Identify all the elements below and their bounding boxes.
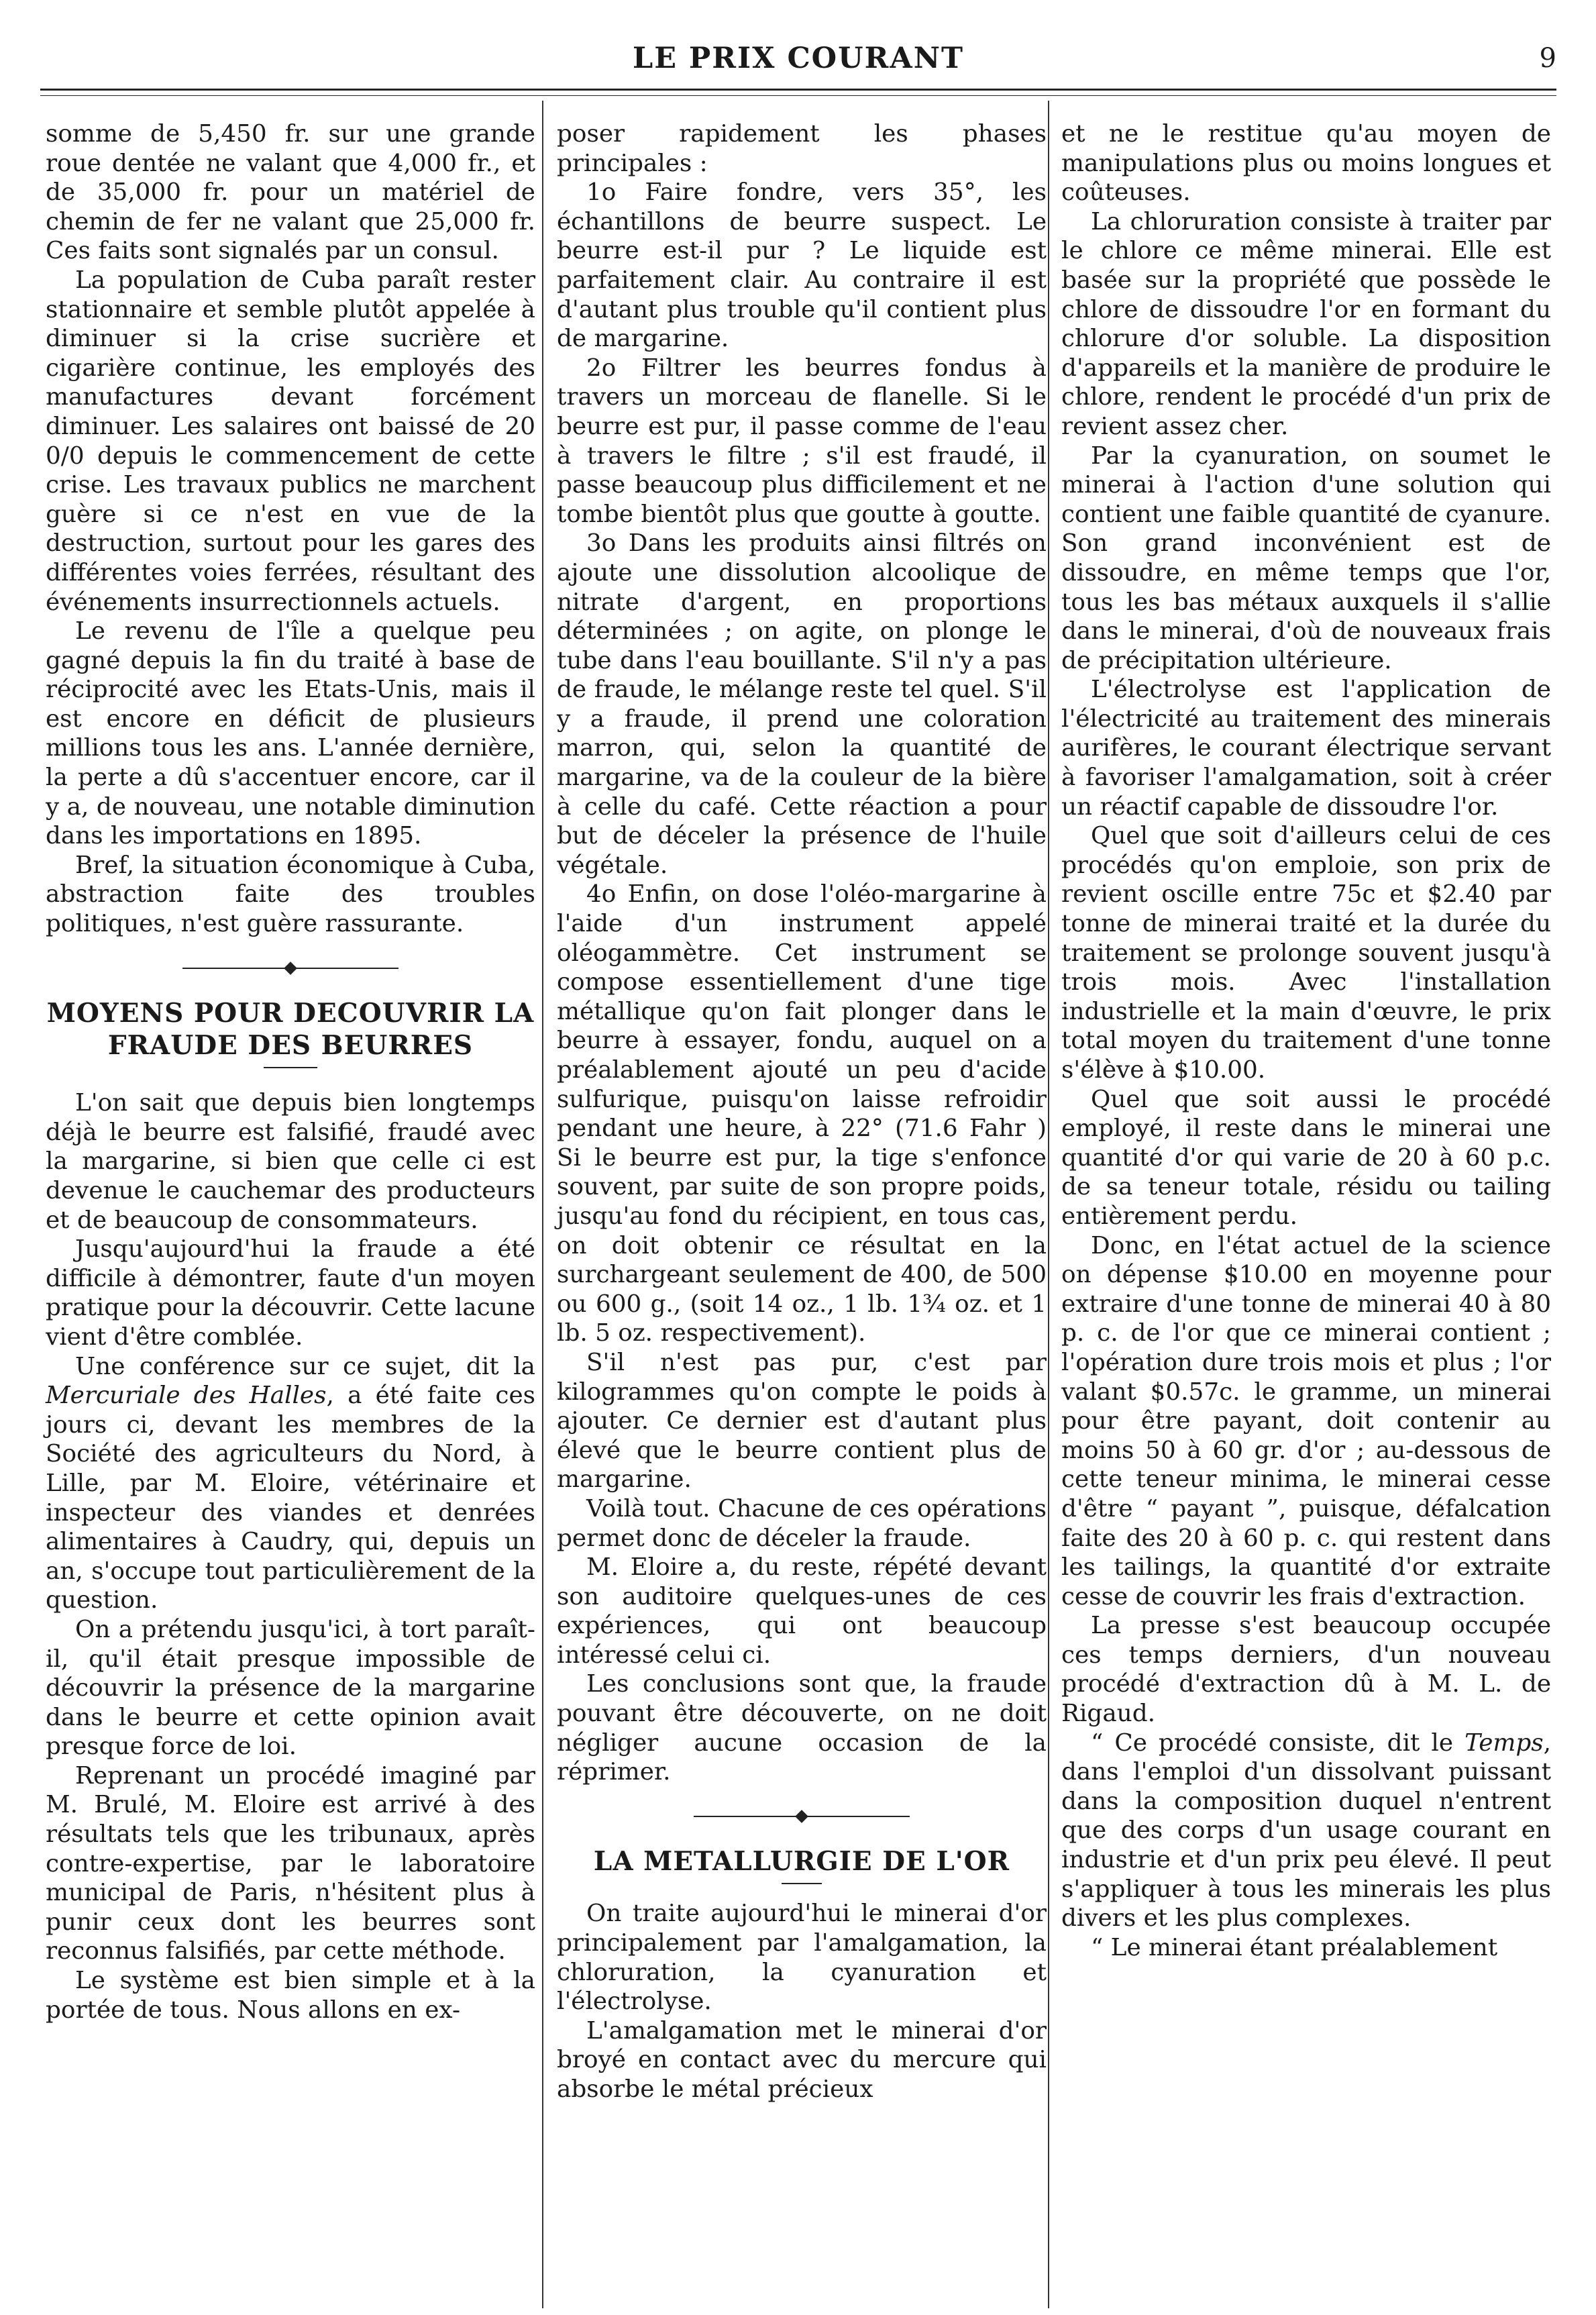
paragraph: L'amalgamation met le minerai d'or broyé en contact avec du mercure qui absorbe le métal précieux [557, 2016, 1047, 2103]
page-header [40, 38, 1556, 85]
column-divider [542, 101, 543, 2308]
column-2 [557, 119, 1047, 2104]
publication-name: Mercuriale des Halles [46, 1382, 327, 1410]
column-divider [1048, 101, 1049, 2308]
article-heading: LA METALLURGIE DE L'OR [593, 1846, 1010, 1877]
paragraph: M. Eloire a, du reste, répété devant son auditoire quelques-unes de ces expériences, qui ont beaucoup intéressé celui ci. [557, 1553, 1047, 1669]
paragraph: L'on sait que depuis bien longtemps déjà le beurre est falsifié, fraudé avec la margarine, si bien que celle ci est devenue le cauchemar des producteurs et de beaucoup de consommateurs. [46, 1089, 535, 1234]
paragraph: “ Le minerai étant préalablement [1091, 1933, 1498, 1961]
paragraph: Le revenu de l'île a quelque peu gagné depuis la fin du traité à base de réciprocité avec les Etats-Unis, mais il est encore en déficit de plusieurs millions tous les ans. L'année dernière, la perte a dû s'accentuer encore, car il y a, de nouveau, une notable diminution dans les importations en 1895. [46, 617, 535, 850]
newspaper-title: LE PRIX COURANT [632, 42, 965, 75]
paragraph: Quel que soit aussi le procédé employé, il reste dans le minerai une quantité d'or qui varie de 20 à 60 p.c. de sa teneur totale, résidu ou tailing entièrement perdu. [1061, 1085, 1551, 1230]
article-heading: MOYENS POUR DECOUVRIR LA FRAUDE DES BEURRES [46, 998, 535, 1062]
paragraph: somme de 5,450 fr. sur une grande roue dentée ne valant que 4,000 fr., et de 35,000 fr. pour un matériel de chemin de fer ne valant que 25,000 fr. Ces faits sont signalés par un consul. [46, 120, 535, 265]
paragraph: Par la cyanuration, on soumet le minerai à l'action d'une solution qui contient une faible quantité de cyanure. Son grand inconvénient est de dissoudre, en même temps que l'or, tous les bas métaux auxquels il s'allie dans le minerai, d'où de nouveaux frais de précipitation ultérieure. [1061, 442, 1551, 674]
publication-name: Temps [1465, 1729, 1544, 1757]
text-run: Une conférence sur ce sujet, dit la [75, 1352, 535, 1380]
paragraph: S'il n'est pas pur, c'est par kilogrammes qu'on compte le poids à ajouter. Ce dernier est d'autant plus élevé que le beurre contient plus de margarine. [557, 1348, 1047, 1494]
paragraph [1061, 1729, 1551, 1933]
column-3 [1061, 119, 1551, 1962]
heading-rule [264, 1067, 317, 1068]
paragraph: On traite aujourd'hui le minerai d'or principalement par l'amalgamation, la chloruration, la cyanuration et l'électrolyse. [557, 1900, 1047, 2016]
paragraph: 1o Faire fondre, vers 35°, les échantillons de beurre suspect. Le beurre est-il pur ? Le liquide est parfaitement clair. Au contraire il est d'autant plus trouble qu'il contient plus de margarine. [557, 178, 1047, 353]
paragraph: 4o Enfin, on dose l'oléo-margarine à l'aide d'un instrument appelé oléogammètre. Cet instrument se compose essentiellement d'une tige métallique qu'on fait plonger dans le beurre à essayer, fondu, auquel on a préalablement ajouté un peu d'acide sulfurique, puisqu'on laisse refroidir pendant une heure, à 22° (71.6 Fahr ) Si le beurre est pur, la tige s'enfonce souvent, par suite de son propre poids, jusqu'au fond du récipient, en tous cas, on doit obtenir ce résultat en la surchargeant seulement de 400, de 500 ou 600 g., (soit 14 oz., 1 lb. 1¾ oz. et 1 lb. 5 oz. respectivement). [557, 880, 1047, 1347]
paragraph: Les conclusions sont que, la fraude pouvant être découverte, on ne doit négliger aucune occasion de la réprimer. [557, 1670, 1047, 1786]
text-run: “ Ce procédé consiste, dit le [1091, 1729, 1465, 1757]
paragraph: La chloruration consiste à traiter par le chlore ce même minerai. Elle est basée sur la propriété que possède le chlore de dissoudre l'or en formant du chlorure d'or soluble. La disposition d'appareils et la manière de produire le chlore, rendent le procédé d'un prix de revient assez cher. [1061, 207, 1551, 440]
column-1 [46, 119, 535, 2024]
paragraph: La presse s'est beaucoup occupée ces temps derniers, d'un nouveau procédé d'extraction dû à M. L. de Rigaud. [1061, 1612, 1551, 1728]
paragraph: 3o Dans les produits ainsi filtrés on ajoute une dissolution alcoolique de nitrate d'argent, en proportions déterminées ; on agite, on plonge le tube dans l'eau bouillante. S'il n'y a pas de fraude, le mélange reste tel quel. S'il y a fraude, il prend une coloration marron, qui, selon la quantité de margarine, va de la couleur de la bière à celle du café. Cette réaction a pour but de déceler la présence de l'huile végétale. [557, 529, 1047, 879]
paragraph: Voilà tout. Chacune de ces opérations permet donc de déceler la fraude. [557, 1494, 1047, 1552]
header-rule-thin [40, 95, 1556, 96]
paragraph: Reprenant un procédé imaginé par M. Brulé, M. Eloire est arrivé à des résultats tels que les tribunaux, après contre-expertise, par le laboratoire municipal de Paris, n'hésitent plus à punir ceux dont les beurres sont reconnus falsifiés, par cette méthode. [46, 1761, 535, 1965]
paragraph: Donc, en l'état actuel de la science on dépense $10.00 en moyenne pour extraire d'une tonne de minerai 40 à 80 p. c. de l'or que ce minerai contient ; l'opération dure trois mois et plus ; l'or valant $0.57c. le gramme, un minerai pour être payant, doit contenir au moins 50 à 60 gr. d'or ; au-dessous de cette teneur minima, le minerai cesse d'être “ payant ”, puisque, défalcation faite des 20 à 60 p. c. qui restent dans les tailings, la quantité d'or extraite cesse de couvrir les frais d'extraction. [1061, 1231, 1551, 1610]
paragraph [46, 1352, 535, 1615]
paragraph: On a prétendu jusqu'ici, à tort paraît-il, qu'il était presque impossible de découvrir la présence de la margarine dans le beurre et cette opinion avait presque force de loi. [46, 1615, 535, 1761]
paragraph: poser rapidement les phases principales : [557, 120, 1047, 177]
text-run: , a été faite ces jours ci, devant les membres de la Société des agriculteurs du Nord, à Lille, par M. Eloire, vétérinaire et inspecteur des viandes et denrées alimentaires à Caudry, qui, depuis un an, s'occupe tout particulièrement de la question. [46, 1382, 535, 1614]
heading-rule [782, 1883, 822, 1884]
text-run: , dans l'emploi d'un dissolvant puissant dans la composition duquel n'entrent que des corps d'un usage courant en industrie et d'un prix peu élevé. Il peut s'appliquer à tous les minerais les plus divers et les plus complexes. [1061, 1729, 1551, 1933]
paragraph: Jusqu'aujourd'hui la fraude a été difficile à démontrer, faute d'un moyen pratique pour la découvrir. Cette lacune vient d'être comblée. [46, 1235, 535, 1351]
paragraph: La population de Cuba paraît rester stationnaire et semble plutôt appelée à diminuer si la crise sucrière et cigarière continue, les employés des manufactures devant forcément diminuer. Les salaires ont baissé de 20 0/0 depuis le commencement de cette crise. Les travaux publics ne marchent guère si ce n'est en vue de la destruction, surtout pour les gares des différentes voies ferrées, résultant des événements insurrectionnels actuels. [46, 266, 535, 616]
section-separator [557, 1800, 1047, 1830]
header-rule [40, 89, 1556, 91]
paragraph: Bref, la situation économique à Cuba, abstraction faite des troubles politiques, n'est guère rassurante. [46, 851, 535, 938]
paragraph: L'électrolyse est l'application de l'électricité au traitement des minerais aurifères, le courant électrique servant à favoriser l'amalgamation, soit à créer un réactif capable de dissoudre l'or. [1061, 676, 1551, 821]
section-separator [46, 952, 535, 982]
paragraph: et ne le restitue qu'au moyen de manipulations plus ou moins longues et coûteuses. [1061, 120, 1551, 207]
page-number: 9 [1539, 43, 1556, 74]
paragraph: Quel que soit d'ailleurs celui de ces procédés qu'on emploie, son prix de revient oscille entre 75c et $2.40 par tonne de minerai traité et la durée du traitement se prolonge souvent jusqu'à trois mois. Avec l'installation industrielle et la main d'œuvre, le prix total moyen du traitement d'une tonne s'élève à $10.00. [1061, 822, 1551, 1084]
paragraph: Le système est bien simple et à la portée de tous. Nous allons en ex- [46, 1967, 535, 2024]
paragraph: 2o Filtrer les beurres fondus à travers un morceau de flanelle. Si le beurre est pur, il passe comme de l'eau à travers le filtre ; s'il est fraudé, il passe beaucoup plus difficilement et ne tombe bientôt plus que goutte à goutte. [557, 354, 1047, 528]
